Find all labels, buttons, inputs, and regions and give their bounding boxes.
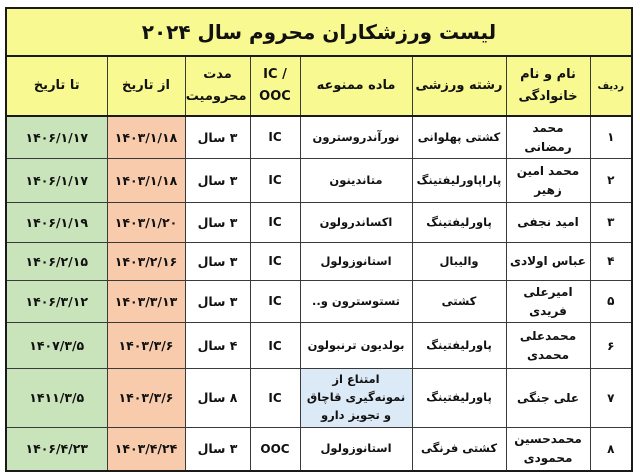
cell-ic-ooc: IC [250,323,300,369]
table-row [6,281,632,323]
cell-substance: تستوسترون و.. [300,281,412,323]
table-row [6,116,632,159]
table-row [6,159,632,203]
cell-row-number: ۵ [590,281,632,323]
cell-sport: کشتی فرنگی [412,427,506,471]
table-row [6,243,632,281]
cell-from-date: ۱۴۰۳/۳/۱۳ [107,281,185,323]
cell-name: امیرعلی فریدی [506,281,590,323]
banned-athletes-table [5,7,633,472]
col-header-to-date: تا تاریخ [6,56,107,116]
cell-to-date: ۱۴۰۶/۱/۱۷ [6,159,107,203]
cell-row-number: ۸ [590,427,632,471]
col-header-name: نام و نام خانوادگی [506,56,590,116]
cell-from-date: ۱۴۰۳/۳/۶ [107,369,185,427]
col-header-row-number: ردیف [590,56,632,116]
cell-ic-ooc: IC [250,369,300,427]
cell-substance-highlighted: امتناع از نمونه‌گیری قاچاق و تجویز دارو [300,369,412,427]
title-row [6,8,632,56]
cell-to-date: ۱۴۰۶/۳/۱۲ [6,281,107,323]
cell-duration: ۳ سال [185,116,250,159]
cell-duration: ۳ سال [185,427,250,471]
cell-from-date: ۱۴۰۳/۲/۱۶ [107,243,185,281]
cell-sport: پاورلیفتینگ [412,369,506,427]
col-header-substance: ماده ممنوعه [300,56,412,116]
cell-name: محمدحسین محمودی [506,427,590,471]
cell-from-date: ۱۴۰۳/۳/۶ [107,323,185,369]
table-row [6,427,632,471]
cell-to-date: ۱۴۱۱/۳/۵ [6,369,107,427]
cell-name: علی جنگی [506,369,590,427]
cell-sport: پاورلیفتینگ [412,323,506,369]
cell-row-number: ۲ [590,159,632,203]
cell-ic-ooc: IC [250,116,300,159]
cell-ic-ooc: IC [250,243,300,281]
cell-duration: ۳ سال [185,281,250,323]
cell-row-number: ۷ [590,369,632,427]
table-row [6,323,632,369]
cell-substance: نورآندروسترون [300,116,412,159]
cell-ic-ooc: IC [250,281,300,323]
table-title: لیست ورزشکاران محروم سال ۲۰۲۴ [6,8,632,56]
cell-to-date: ۱۴۰۶/۱/۱۹ [6,203,107,243]
cell-substance: استانوزولول [300,243,412,281]
cell-duration: ۳ سال [185,243,250,281]
col-header-ic-ooc: IC / OOC [250,56,300,116]
cell-to-date: ۱۴۰۶/۴/۲۳ [6,427,107,471]
cell-substance: اکساندرولون [300,203,412,243]
cell-row-number: ۳ [590,203,632,243]
table-row [6,369,632,427]
cell-to-date: ۱۴۰۶/۲/۱۵ [6,243,107,281]
cell-ic-ooc: OOC [250,427,300,471]
cell-duration: ۳ سال [185,159,250,203]
cell-from-date: ۱۴۰۳/۱/۲۰ [107,203,185,243]
cell-ic-ooc: IC [250,203,300,243]
cell-sport: پاراپاورلیفتینگ [412,159,506,203]
cell-name: عباس اولادی [506,243,590,281]
cell-row-number: ۶ [590,323,632,369]
cell-name: امید نجفی [506,203,590,243]
cell-row-number: ۴ [590,243,632,281]
cell-to-date: ۱۴۰۷/۳/۵ [6,323,107,369]
cell-sport: کشتی پهلوانی [412,116,506,159]
cell-ic-ooc: IC [250,159,300,203]
table-row [6,203,632,243]
col-header-sport: رشته ورزشی [412,56,506,116]
cell-duration: ۸ سال [185,369,250,427]
cell-substance: استانوزولول [300,427,412,471]
header-row [6,56,632,116]
cell-from-date: ۱۴۰۳/۱/۱۸ [107,159,185,203]
cell-duration: ۳ سال [185,203,250,243]
col-header-from-date: از تاریخ [107,56,185,116]
cell-sport: کشتی [412,281,506,323]
cell-name: محمد رمضانی [506,116,590,159]
cell-from-date: ۱۴۰۳/۴/۲۴ [107,427,185,471]
cell-substance: بولدیون ترنبولون [300,323,412,369]
cell-name: محمدعلی محمدی [506,323,590,369]
cell-substance: متاندینون [300,159,412,203]
cell-duration: ۴ سال [185,323,250,369]
col-header-duration: مدت محرومیت [185,56,250,116]
cell-sport: پاورلیفتینگ [412,203,506,243]
cell-sport: والیبال [412,243,506,281]
cell-to-date: ۱۴۰۶/۱/۱۷ [6,116,107,159]
cell-row-number: ۱ [590,116,632,159]
cell-name: محمد امین زهیر [506,159,590,203]
cell-from-date: ۱۴۰۳/۱/۱۸ [107,116,185,159]
